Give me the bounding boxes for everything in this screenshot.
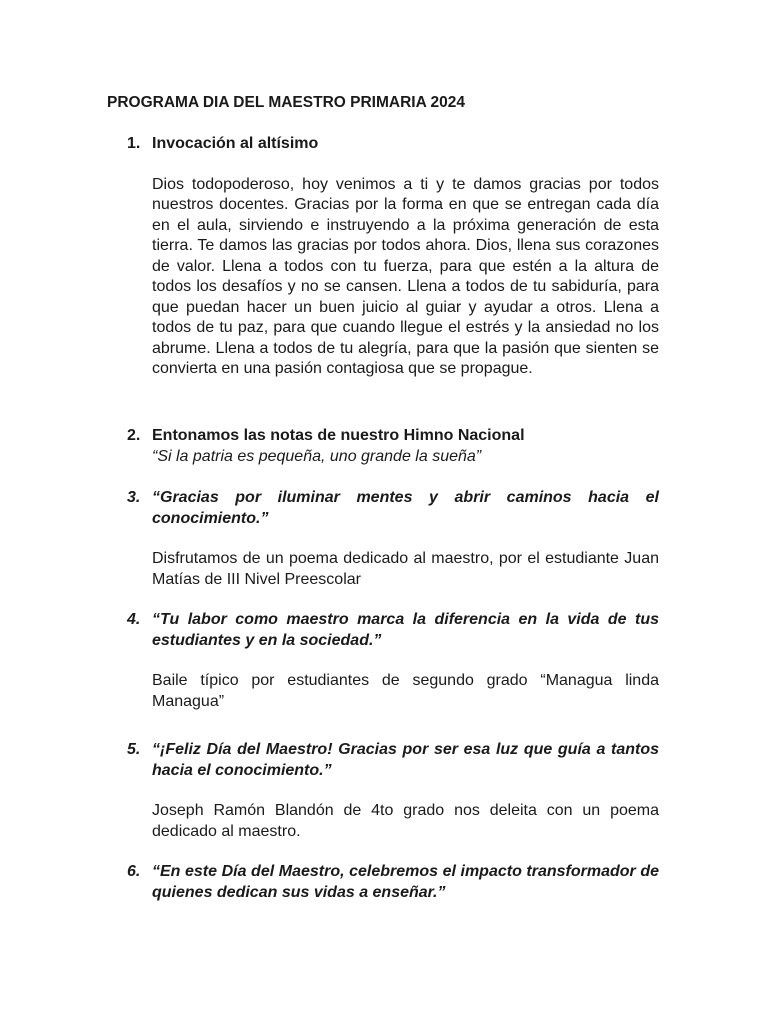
program-item-4 — [127, 610, 659, 712]
item-heading: Invocación al altísimo — [152, 135, 319, 152]
item-text: Dios todopoderoso, hoy venimos a ti y te damos gracias por todos nuestros docentes. Gracias por la forma en que se entregan cada día en el aula, sirviendo e instruyendo a la próxima generación de esta tierra. Te damos las gracias por todos ahora. Dios, llena sus corazones de valor. Llena a todos con tu fuerza, para que estén a la altura de todos los desafíos y no se cansen. Llena a todos de tu sabiduría, para que puedan hacer un buen juicio al guiar y ayudar a otros. Llena a todos de tu paz, para que cuando llegue el estrés y la ansiedad no los abrume. Llena a todos de tu alegría, para que la pasión que sienten se convierta en una pasión contagiosa que se propague. — [152, 175, 659, 377]
item-text: Joseph Ramón Blandón de 4to grado nos deleita con un poema dedicado al maestro. — [152, 802, 659, 840]
item-heading: “En este Día del Maestro, celebremos el impacto transformador de quienes dedican sus vidas a enseñar.” — [152, 863, 659, 901]
item-heading: “Gracias por iluminar mentes y abrir caminos hacia el conocimiento.” — [152, 489, 659, 527]
item-text: Baile típico por estudiantes de segundo grado “Managua linda Managua” — [152, 672, 659, 710]
item-number: 6. — [127, 863, 141, 880]
item-subtitle: “Si la patria es pequeña, uno grande la sueña” — [152, 447, 482, 465]
item-number: 5. — [127, 741, 141, 758]
item-number: 4. — [127, 611, 141, 628]
program-item-5 — [127, 740, 659, 842]
item-text: Disfrutamos de un poema dedicado al maestro, por el estudiante Juan Matías de III Nivel Preescolar — [152, 550, 659, 588]
program-item-2 — [127, 426, 659, 467]
item-heading: “Tu labor como maestro marca la diferencia en la vida de tus estudiantes y en la sociedad.” — [152, 611, 659, 649]
program-item-3 — [127, 488, 659, 590]
item-heading: Entonamos las notas de nuestro Himno Nacional — [152, 427, 525, 444]
document-title: PROGRAMA DIA DEL MAESTRO PRIMARIA 2024 — [107, 94, 465, 111]
item-heading: “¡Feliz Día del Maestro! Gracias por ser esa luz que guía a tantos hacia el conocimiento.” — [152, 741, 659, 779]
item-number: 2. — [127, 427, 141, 444]
item-number: 1. — [127, 135, 141, 152]
program-item-6 — [127, 862, 659, 903]
item-number: 3. — [127, 489, 141, 506]
program-item-1 — [127, 134, 659, 380]
